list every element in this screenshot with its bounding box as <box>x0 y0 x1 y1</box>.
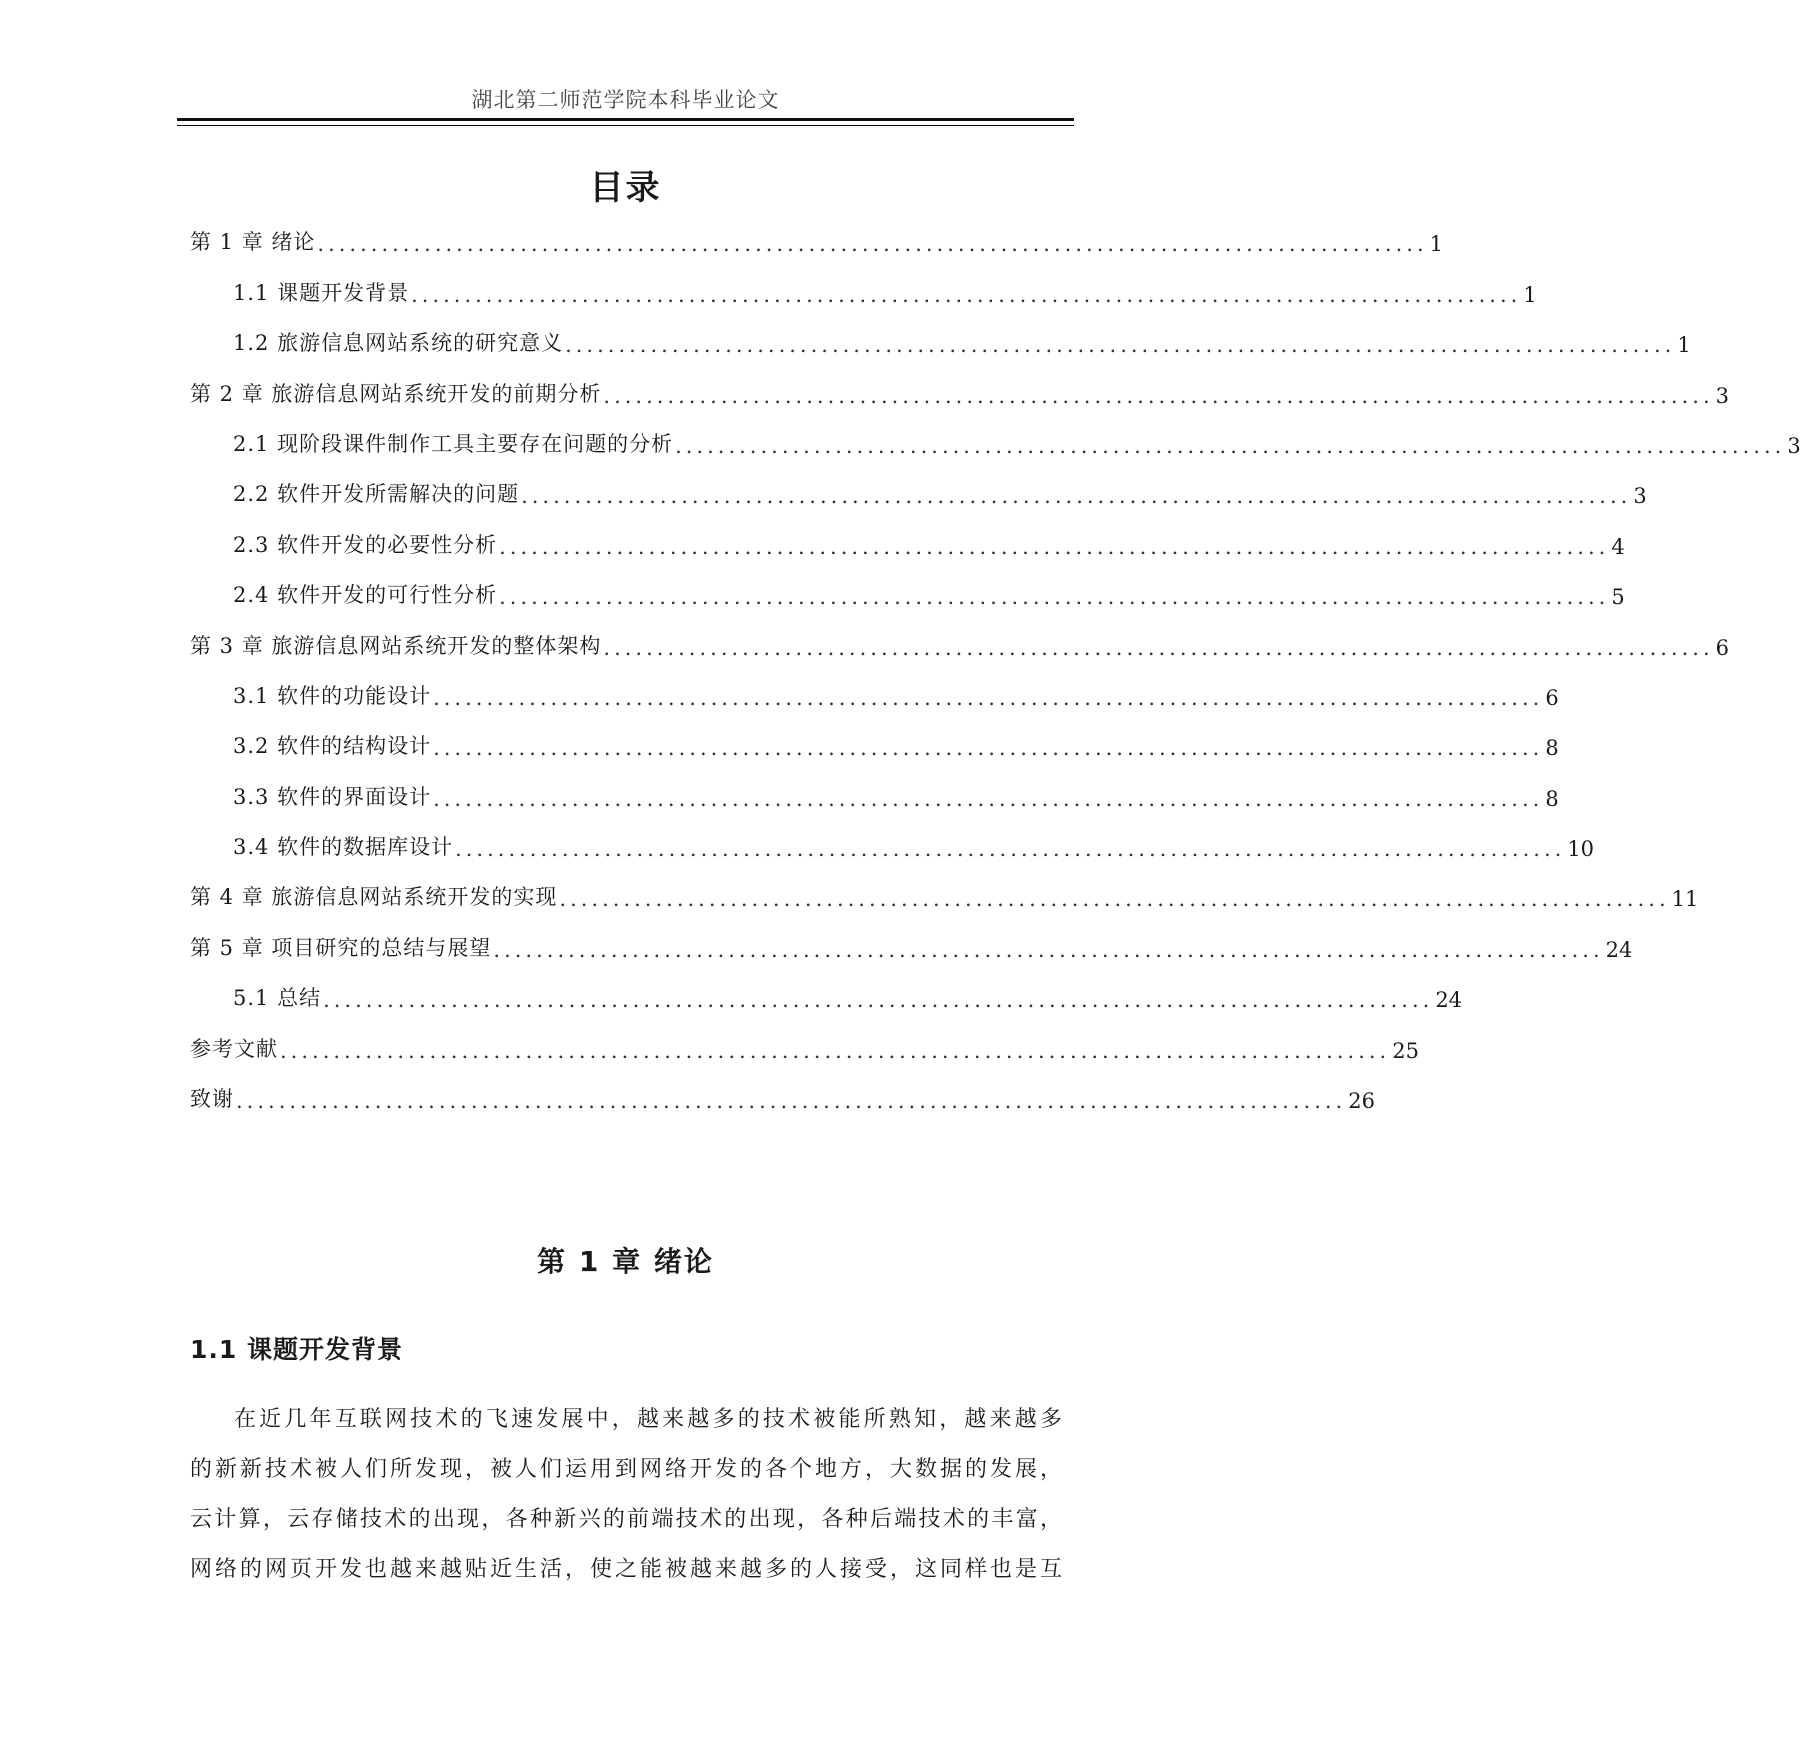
toc-leader-dots: ........................................................................................................ <box>455 837 1566 862</box>
toc-entry[interactable] <box>190 923 1633 973</box>
paragraph-line: 的新新技术被人们所发现，被人们运用到网络开发的各个地方，大数据的发展， <box>190 1457 1062 1482</box>
toc-entry-page: 26 <box>1348 1089 1375 1114</box>
toc-entry-label: 3.1 软件的功能设计 <box>233 683 432 708</box>
toc-leader-dots: ........................................................................................................ <box>236 1089 1347 1114</box>
toc-entry-page: 3 <box>1787 433 1801 458</box>
toc-entry[interactable] <box>190 420 1801 470</box>
toc-entry-label: 参考文献 <box>190 1036 278 1061</box>
body-paragraph <box>190 1402 1062 1602</box>
toc-entry[interactable] <box>190 621 1729 671</box>
toc-leader-dots: ........................................................................................................ <box>603 635 1714 660</box>
toc-entry-label: 第 1 章 绪论 <box>190 230 316 255</box>
toc-entry-page: 3 <box>1633 484 1647 509</box>
toc-entry-page: 11 <box>1671 887 1699 912</box>
toc-entry[interactable] <box>190 520 1625 570</box>
toc-leader-dots: ........................................................................................................ <box>317 232 1428 257</box>
toc-leader-dots: ........................................................................................................ <box>433 786 1544 811</box>
table-of-contents <box>190 218 1801 1125</box>
toc-entry-label: 第 5 章 项目研究的总结与展望 <box>190 935 492 960</box>
section-title: 1.1 课题开发背景 <box>190 1335 403 1364</box>
toc-leader-dots: ........................................................................................................ <box>559 887 1670 912</box>
toc-entry-page: 1 <box>1677 333 1691 358</box>
toc-entry[interactable] <box>190 722 1559 772</box>
toc-leader-dots: ........................................................................................................ <box>499 585 1610 610</box>
toc-entry[interactable] <box>190 571 1625 621</box>
toc-entry-page: 25 <box>1392 1038 1419 1063</box>
toc-entry-page: 8 <box>1545 786 1559 811</box>
toc-leader-dots: ........................................................................................................ <box>280 1038 1391 1063</box>
toc-leader-dots: ........................................................................................................ <box>675 433 1786 458</box>
toc-entry-label: 5.1 总结 <box>233 986 322 1011</box>
toc-title: 目录 <box>589 168 662 208</box>
toc-leader-dots: ........................................................................................................ <box>565 333 1676 358</box>
toc-entry[interactable] <box>190 1024 1419 1074</box>
toc-entry-page: 4 <box>1611 534 1625 559</box>
toc-leader-dots: ........................................................................................................ <box>323 988 1434 1013</box>
toc-leader-dots: ........................................................................................................ <box>433 685 1544 710</box>
toc-entry[interactable] <box>190 268 1537 318</box>
paragraph-line: 网络的网页开发也越来越贴近生活，使之能被越来越多的人接受，这同样也是互 <box>190 1557 1062 1582</box>
toc-entry-label: 致谢 <box>190 1087 234 1112</box>
toc-entry[interactable] <box>190 823 1595 873</box>
toc-entry[interactable] <box>190 218 1443 268</box>
toc-leader-dots: ........................................................................................................ <box>411 282 1522 307</box>
toc-entry[interactable] <box>190 319 1691 369</box>
header-rule <box>177 118 1074 121</box>
toc-entry-page: 24 <box>1435 988 1463 1013</box>
toc-entry-label: 2.4 软件开发的可行性分析 <box>233 583 498 608</box>
paragraph-line: 云计算，云存储技术的出现，各种新兴的前端技术的出现，各种后端技术的丰富， <box>190 1507 1062 1532</box>
page-header: 湖北第二师范学院本科毕业论文 <box>471 88 780 112</box>
toc-entry-page: 8 <box>1545 736 1559 761</box>
toc-entry[interactable] <box>190 369 1729 419</box>
toc-entry-page: 10 <box>1567 837 1595 862</box>
toc-entry-label: 2.2 软件开发所需解决的问题 <box>233 482 520 507</box>
toc-entry-label: 1.2 旅游信息网站系统的研究意义 <box>233 331 564 356</box>
toc-leader-dots: ........................................................................................................ <box>493 937 1604 962</box>
toc-leader-dots: ........................................................................................................ <box>521 484 1632 509</box>
toc-entry-page: 5 <box>1611 585 1625 610</box>
toc-entry-page: 1 <box>1523 282 1537 307</box>
toc-entry-label: 3.4 软件的数据库设计 <box>233 835 454 860</box>
toc-leader-dots: ........................................................................................................ <box>499 534 1610 559</box>
toc-entry[interactable] <box>190 772 1559 822</box>
toc-entry-page: 6 <box>1715 635 1729 660</box>
toc-entry-page: 24 <box>1605 937 1633 962</box>
toc-leader-dots: ........................................................................................................ <box>433 736 1544 761</box>
toc-entry[interactable] <box>190 1075 1375 1125</box>
toc-entry-label: 第 2 章 旅游信息网站系统开发的前期分析 <box>190 381 602 406</box>
toc-entry-page: 1 <box>1429 232 1443 257</box>
header-rule-thin <box>177 125 1074 126</box>
toc-entry[interactable] <box>190 672 1559 722</box>
toc-entry[interactable] <box>190 470 1647 520</box>
toc-entry-page: 6 <box>1545 685 1559 710</box>
toc-entry[interactable] <box>190 974 1463 1024</box>
toc-entry-label: 3.2 软件的结构设计 <box>233 734 432 759</box>
toc-entry-label: 第 3 章 旅游信息网站系统开发的整体架构 <box>190 633 602 658</box>
toc-entry-label: 第 4 章 旅游信息网站系统开发的实现 <box>190 885 558 910</box>
paragraph-line: 在近几年互联网技术的飞速发展中，越来越多的技术被能所熟知，越来越多 <box>234 1407 1062 1432</box>
toc-entry-page: 3 <box>1715 383 1729 408</box>
toc-entry-label: 2.3 软件开发的必要性分析 <box>233 532 498 557</box>
toc-entry-label: 3.3 软件的界面设计 <box>233 784 432 809</box>
toc-entry[interactable] <box>190 873 1699 923</box>
chapter-title: 第 1 章 绪论 <box>537 1245 714 1278</box>
toc-leader-dots: ........................................................................................................ <box>603 383 1714 408</box>
toc-entry-label: 1.1 课题开发背景 <box>233 280 410 305</box>
toc-entry-label: 2.1 现阶段课件制作工具主要存在问题的分析 <box>233 431 674 456</box>
